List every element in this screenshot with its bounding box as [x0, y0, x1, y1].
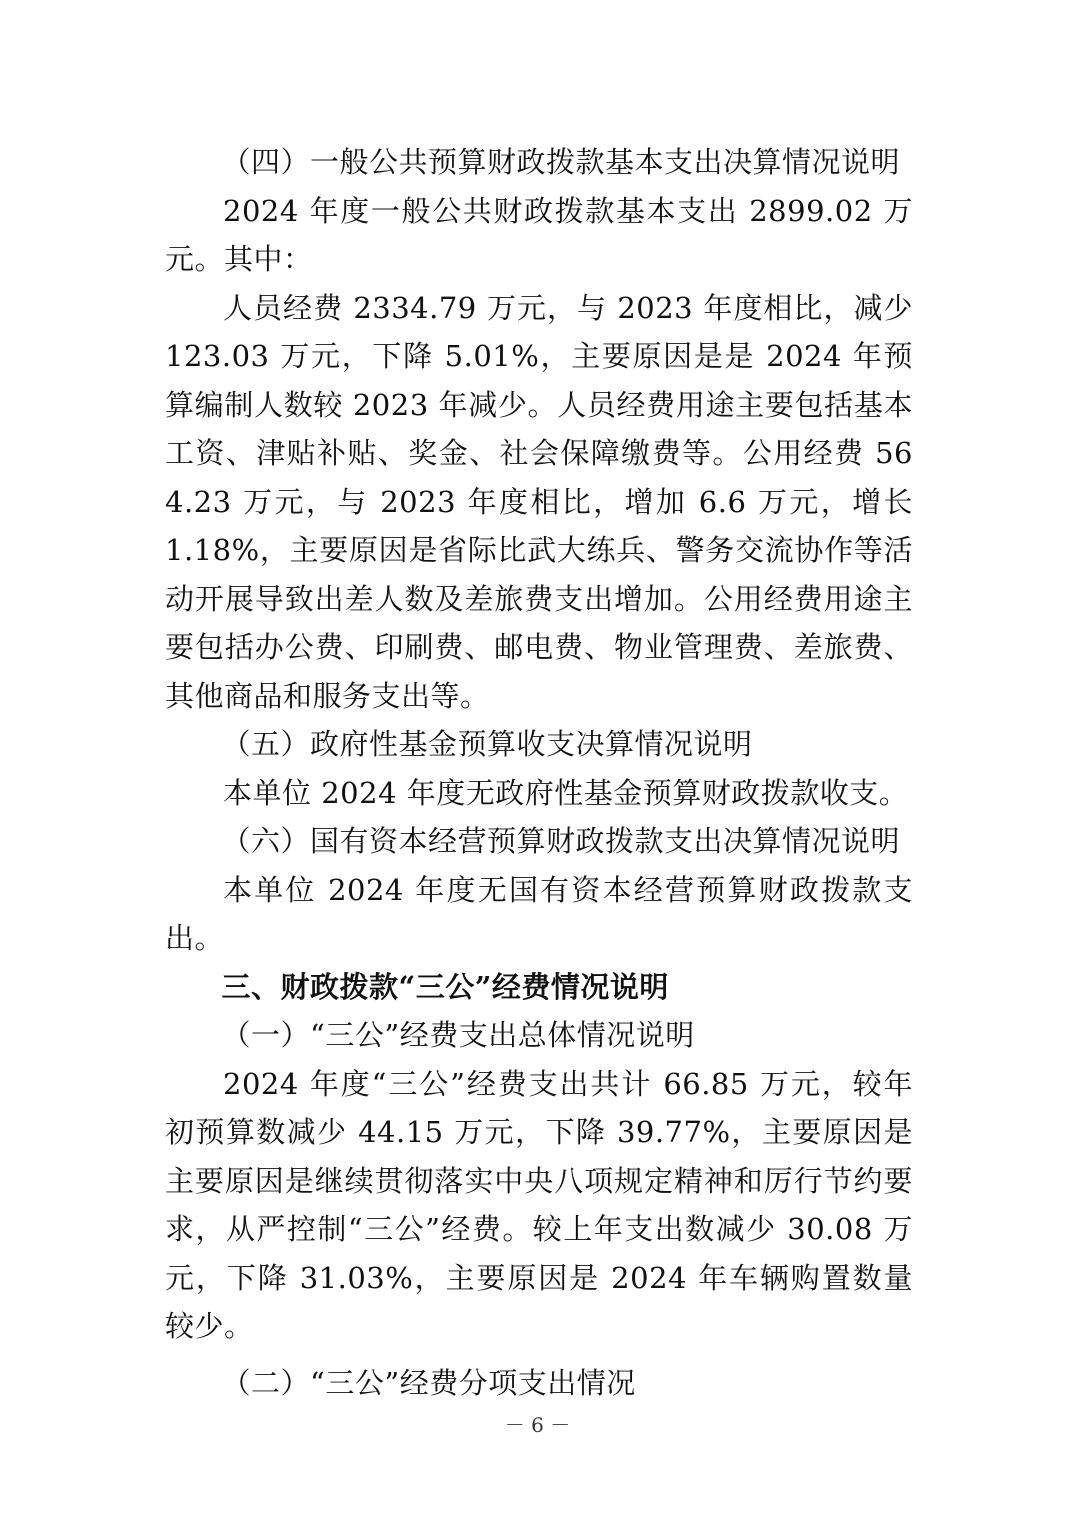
chapter-heading-three-public: 三、财政拨款“三公”经费情况说明	[221, 969, 669, 1004]
page-content	[165, 138, 913, 1407]
paragraph-basic-expenditure-total: 2024 年度一般公共财政拨款基本支出 2899.02 万元。其中：	[165, 193, 913, 276]
page-number: － 6 －	[504, 1413, 571, 1437]
paragraph-state-capital: 本单位 2024 年度无国有资本经营预算财政拨款支出。	[165, 872, 913, 955]
paragraph-government-fund: 本单位 2024 年度无政府性基金预算财政拨款收支。	[223, 775, 909, 810]
section-heading-5: （五）政府性基金预算收支决算情况说明	[221, 727, 753, 761]
section-heading-three-public-items: （二）“三公”经费分项支出情况	[221, 1365, 636, 1400]
paragraph-personnel-public-expenses: 人员经费 2334.79 万元，与 2023 年度相比，减少 123.03 万元，下降 5.01%，主要原因是是 2024 年预算编制人数较 2023 年减少。人员经费用途主要包括基本工资、津贴补贴、奖金、社会保障缴费等。公用经费 564.23 万元，与 2023 年度相比，增加 6.6 万元，增长 1.18%，主要原因是省际比武大练兵、警务交流协作等活动开展导致出差人数及差旅费支出增加。公用经费用途主要包括办公费、印刷费、邮电费、物业管理费、差旅费、其他商品和服务支出等。	[165, 290, 913, 713]
section-heading-6: （六）国有资本经营预算财政拨款支出决算情况说明	[221, 824, 901, 858]
paragraph-three-public-overall: 2024 年度“三公”经费支出共计 66.85 万元，较年初预算数减少 44.15 万元，下降 39.77%，主要原因是主要原因是继续贯彻落实中央八项规定精神和厉行节约要求，从严控制“三公”经费。较上年支出数减少 30.08 万元，下降 31.03%，主要原因是 2024 年车辆购置数量较少。	[165, 1066, 913, 1343]
section-heading-three-public-overall: （一）“三公”经费支出总体情况说明	[221, 1018, 695, 1052]
section-heading-4: （四）一般公共预算财政拨款基本支出决算情况说明	[221, 145, 901, 179]
spacer	[165, 1351, 913, 1359]
